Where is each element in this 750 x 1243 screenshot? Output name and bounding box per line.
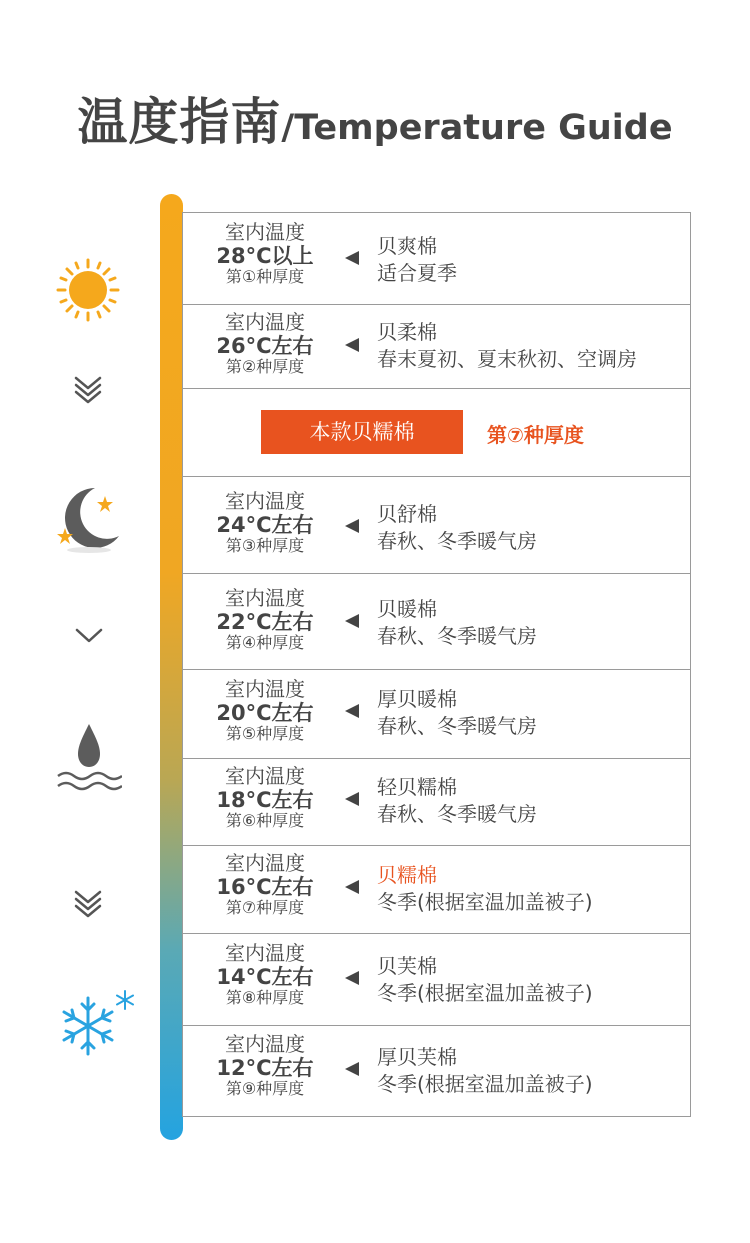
product-season: 春秋、冬季暖气房 (377, 529, 537, 553)
temperature-label: 室内温度 (225, 851, 305, 875)
temperature-value: 26°C左右 (216, 334, 314, 358)
thickness-level: 第⑦种厚度 (225, 898, 305, 918)
moon-stars-icon (55, 484, 123, 554)
arrow-left-icon (345, 880, 359, 894)
thickness-level: 第⑥种厚度 (225, 811, 305, 831)
temperature-value: 16°C左右 (216, 875, 314, 899)
chevron-down-icon (74, 626, 104, 646)
thickness-level: 第②种厚度 (225, 357, 305, 377)
product-cell (377, 953, 593, 1007)
highlight-row (183, 389, 690, 477)
thickness-level: 第⑨种厚度 (225, 1079, 305, 1099)
product-name: 贝爽棉 (377, 234, 437, 258)
product-name: 贝柔棉 (377, 320, 437, 344)
product-cell (377, 319, 637, 373)
temperature-cell (183, 221, 347, 287)
arrow-left-icon (345, 338, 359, 352)
product-cell (377, 501, 537, 555)
temperature-label: 室内温度 (225, 310, 305, 334)
product-name: 厚贝暖棉 (377, 687, 457, 711)
arrow-left-icon (345, 704, 359, 718)
table-row (183, 846, 690, 934)
temperature-cell (183, 765, 347, 831)
product-cell (377, 774, 537, 828)
title-chinese: 温度指南 (77, 93, 282, 151)
temperature-value: 22°C左右 (216, 610, 314, 634)
product-season: 适合夏季 (377, 261, 457, 285)
product-season: 冬季(根据室温加盖被子) (377, 981, 593, 1005)
temperature-label: 室内温度 (225, 489, 305, 513)
temperature-label: 室内温度 (225, 586, 305, 610)
product-cell (377, 862, 593, 916)
temperature-value: 14°C左右 (216, 965, 314, 989)
product-season: 春末夏初、夏末秋初、空调房 (377, 347, 637, 371)
product-season: 冬季(根据室温加盖被子) (377, 890, 593, 914)
product-season: 春秋、冬季暖气房 (377, 624, 537, 648)
table-row (183, 1026, 690, 1116)
temperature-cell (183, 311, 347, 377)
temperature-label: 室内温度 (225, 941, 305, 965)
thickness-level: 第④种厚度 (225, 633, 305, 653)
current-product-badge: 本款贝糯棉 (261, 410, 463, 454)
table-row (183, 574, 690, 670)
table-row (183, 305, 690, 389)
product-cell (377, 596, 537, 650)
table-row (183, 670, 690, 759)
water-drop-icon (56, 720, 122, 792)
table-row (183, 477, 690, 574)
page-title (0, 82, 750, 154)
current-product-thickness: 第⑦种厚度 (487, 423, 584, 447)
temperature-table (182, 212, 691, 1117)
temperature-cell (183, 587, 347, 653)
product-cell (377, 1044, 593, 1098)
triple-chevron-down-icon (72, 374, 104, 406)
table-row (183, 934, 690, 1026)
triple-chevron-down-icon (72, 888, 104, 920)
temperature-value: 20°C左右 (216, 701, 314, 725)
temperature-label: 室内温度 (225, 220, 305, 244)
temperature-value: 18°C左右 (216, 788, 314, 812)
temperature-cell (183, 1033, 347, 1099)
product-name: 轻贝糯棉 (377, 775, 457, 799)
product-name: 贝暖棉 (377, 597, 437, 621)
temperature-label: 室内温度 (225, 764, 305, 788)
temperature-value: 28°C以上 (216, 244, 314, 268)
temperature-cell (183, 678, 347, 744)
product-name: 贝芙棉 (377, 954, 437, 978)
table-row (183, 213, 690, 305)
product-season: 春秋、冬季暖气房 (377, 802, 537, 826)
temperature-gradient-bar (160, 194, 183, 1140)
title-english: /Temperature Guide (281, 108, 673, 148)
arrow-left-icon (345, 519, 359, 533)
arrow-left-icon (345, 792, 359, 806)
product-cell (377, 233, 457, 287)
arrow-left-icon (345, 1062, 359, 1076)
product-name: 厚贝芙棉 (377, 1045, 457, 1069)
temperature-cell (183, 942, 347, 1008)
arrow-left-icon (345, 251, 359, 265)
product-season: 冬季(根据室温加盖被子) (377, 1072, 593, 1096)
temperature-value: 24°C左右 (216, 513, 314, 537)
snowflake-icon (56, 988, 138, 1058)
sun-icon (56, 258, 120, 322)
temperature-cell (183, 490, 347, 556)
product-season: 春秋、冬季暖气房 (377, 714, 537, 738)
temperature-cell (183, 852, 347, 918)
thickness-level: 第⑧种厚度 (225, 988, 305, 1008)
arrow-left-icon (345, 614, 359, 628)
arrow-left-icon (345, 971, 359, 985)
temperature-value: 12°C左右 (216, 1056, 314, 1080)
temperature-label: 室内温度 (225, 1032, 305, 1056)
temperature-label: 室内温度 (225, 677, 305, 701)
table-row (183, 759, 690, 846)
thickness-level: 第⑤种厚度 (225, 724, 305, 744)
thickness-level: 第③种厚度 (225, 536, 305, 556)
product-name: 贝舒棉 (377, 502, 437, 526)
product-cell (377, 686, 537, 740)
thickness-level: 第①种厚度 (225, 267, 305, 287)
product-name: 贝糯棉 (377, 863, 437, 887)
